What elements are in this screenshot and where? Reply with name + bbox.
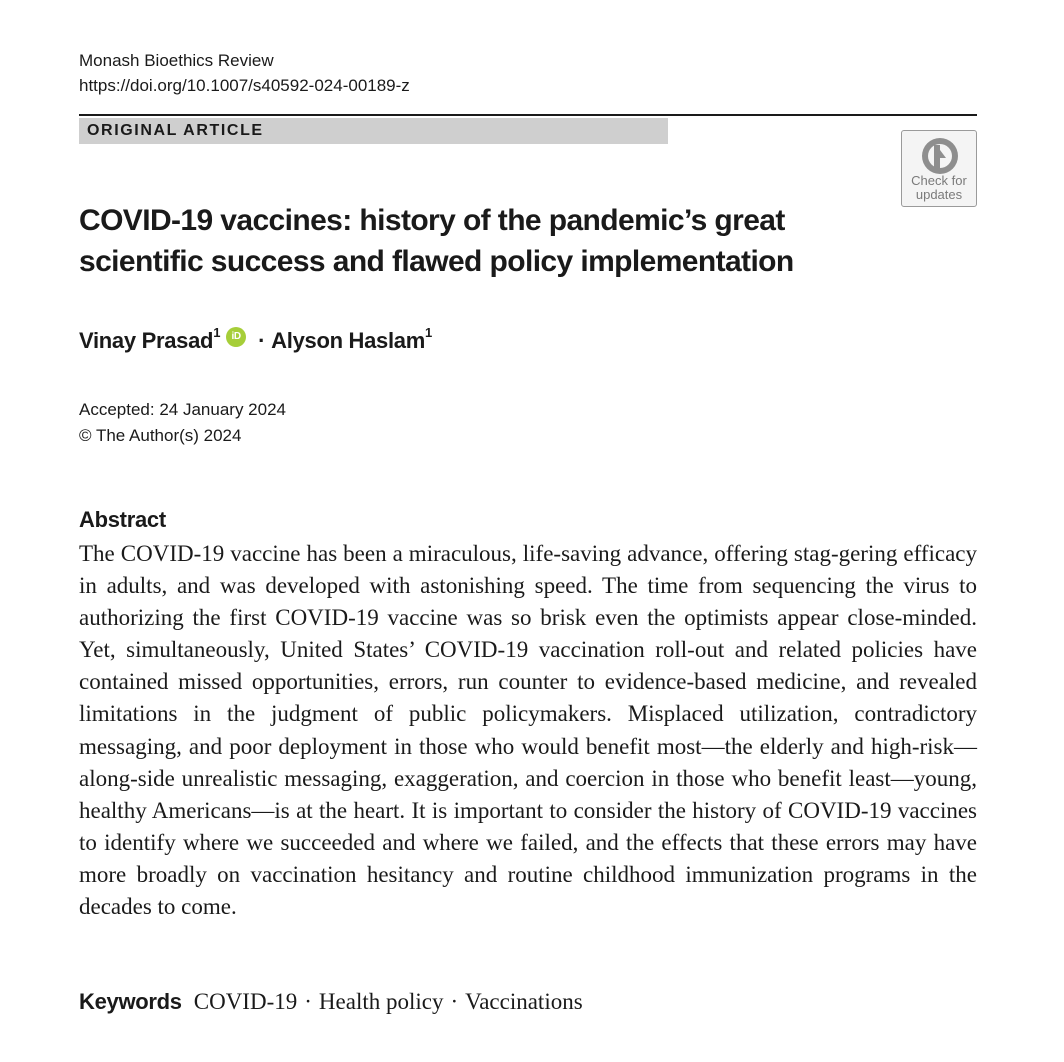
orcid-icon[interactable]: iD [226, 327, 246, 347]
paper-page [79, 0, 977, 1062]
keyword-separator: · [304, 989, 312, 1014]
author-name[interactable]: Alyson Haslam [271, 328, 425, 353]
keywords-section [79, 986, 583, 1021]
check-updates-label: Check for updates [911, 173, 967, 202]
journal-name: Monash Bioethics Review [79, 51, 274, 70]
copyright-notice: © The Author(s) 2024 [79, 426, 242, 445]
check-updates-icon [920, 136, 960, 176]
keyword-item: COVID-19 [193, 989, 298, 1014]
keyword-separator: · [450, 989, 459, 1014]
author-separator: · [258, 328, 266, 353]
keywords-label: Keywords [79, 989, 182, 1014]
author-list: Vinay Prasad $^1$ iD · Alyson Haslam $^1$ [79, 326, 432, 356]
article-type-banner: ORIGINAL ARTICLE [79, 118, 668, 144]
article-title: COVID-19 vaccines: history of the pandemic’s great scientific success and flawed policy implementation [79, 204, 794, 278]
keyword-item: Vaccinations [465, 989, 583, 1014]
doi-link[interactable]: https://doi.org/10.1007/s40592-024-00189-z [79, 76, 410, 95]
abstract-heading: Abstract [79, 507, 166, 532]
keyword-item: Health policy [318, 989, 444, 1014]
check-for-updates-button[interactable] [901, 130, 977, 207]
abstract-text: The COVID-19 vaccine has been a miraculous, life-saving advance, offering stag-gering efficacy in adults, and was developed with astonishing speed. The time from sequencing the virus to authorizing the first COVID-19 vaccine was so brisk even the optimists appear close-minded. Yet, simultaneously, United States’ COVID-19 vaccination roll-out and related policies have contained missed opportunities, errors, run counter to evidence-based medicine, and revealed limitations in the judgment of public policymakers. Misplaced utilization, contradictory messaging, and poor deployment in those who would benefit most—the elderly and high-risk—along-side unrealistic messaging, exaggeration, and coercion in those who benefit least—young, healthy Americans—is at the heart. It is important to consider the history of COVID-19 vaccines to identify where we succeeded and where we failed, and the effects that these errors may have more broadly on vaccination hesitancy and routine childhood immunization programs in the decades to come. [79, 541, 977, 920]
header-rule [79, 114, 977, 116]
accepted-date: Accepted: 24 January 2024 [79, 400, 286, 419]
author-name[interactable]: Vinay Prasad [79, 328, 214, 353]
